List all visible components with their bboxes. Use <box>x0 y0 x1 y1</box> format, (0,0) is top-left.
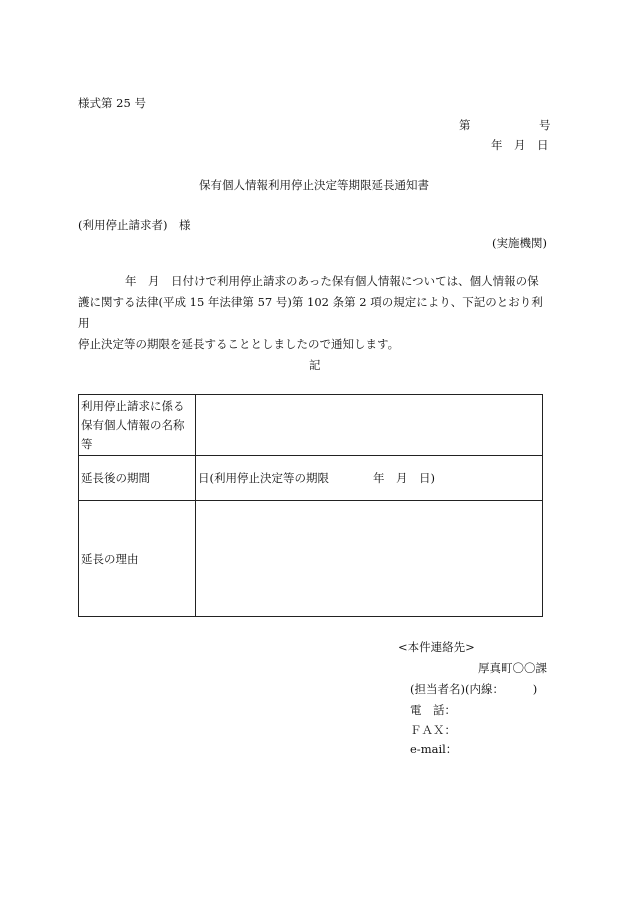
contact-phone: 電 話： <box>410 703 456 717</box>
addressee: (利用停止請求者) 様 <box>78 218 191 232</box>
personal-info-name-value <box>196 395 543 456</box>
sender-organization: (実施機関) <box>492 236 547 250</box>
contact-fax: ＦＡＸ： <box>410 723 456 737</box>
document-number-suffix: 号 <box>539 118 551 132</box>
label-line: 利用停止請求に係る <box>81 398 185 413</box>
extension-info-table <box>78 394 543 617</box>
notice-body <box>78 271 546 355</box>
contact-department: 厚真町〇〇課 <box>478 661 547 675</box>
contact-heading: <本件連絡先> <box>398 640 475 654</box>
deadline-date: 年 月 日) <box>373 471 435 485</box>
personal-info-name-label <box>79 395 196 456</box>
document-number-prefix: 第 <box>459 118 471 132</box>
contact-email: e-mail： <box>410 742 458 756</box>
body-line-2: 護に関する法律(平成 15 年法律第 57 号)第 102 条第 2 項の規定により、下記のとおり利用 <box>78 295 543 330</box>
body-line-3: 停止決定等の期限を延長することとしましたので通知します。 <box>78 337 400 351</box>
period-text: 日(利用停止決定等の期限 <box>198 471 329 485</box>
document-title: 保有個人情報利用停止決定等期限延長通知書 <box>199 178 429 192</box>
table-row <box>79 456 543 501</box>
table-row <box>79 501 543 617</box>
label-line: 等 <box>81 436 93 451</box>
contact-person: (担当者名)(内線： ) <box>410 682 538 696</box>
label-line: 保有個人情報の名称 <box>81 417 185 432</box>
form-number: 様式第 25 号 <box>78 96 146 110</box>
issue-date: 年 月 日 <box>491 138 549 152</box>
ki-heading: 記 <box>309 358 321 372</box>
extended-period-value <box>196 456 543 501</box>
extension-reason-value <box>196 501 543 617</box>
table-row <box>79 395 543 456</box>
extension-reason-label: 延長の理由 <box>79 501 196 617</box>
body-line-1: 年 月 日付けで利用停止請求のあった保有個人情報については、個人情報の保 <box>125 274 539 288</box>
extended-period-label: 延長後の期間 <box>79 456 196 501</box>
